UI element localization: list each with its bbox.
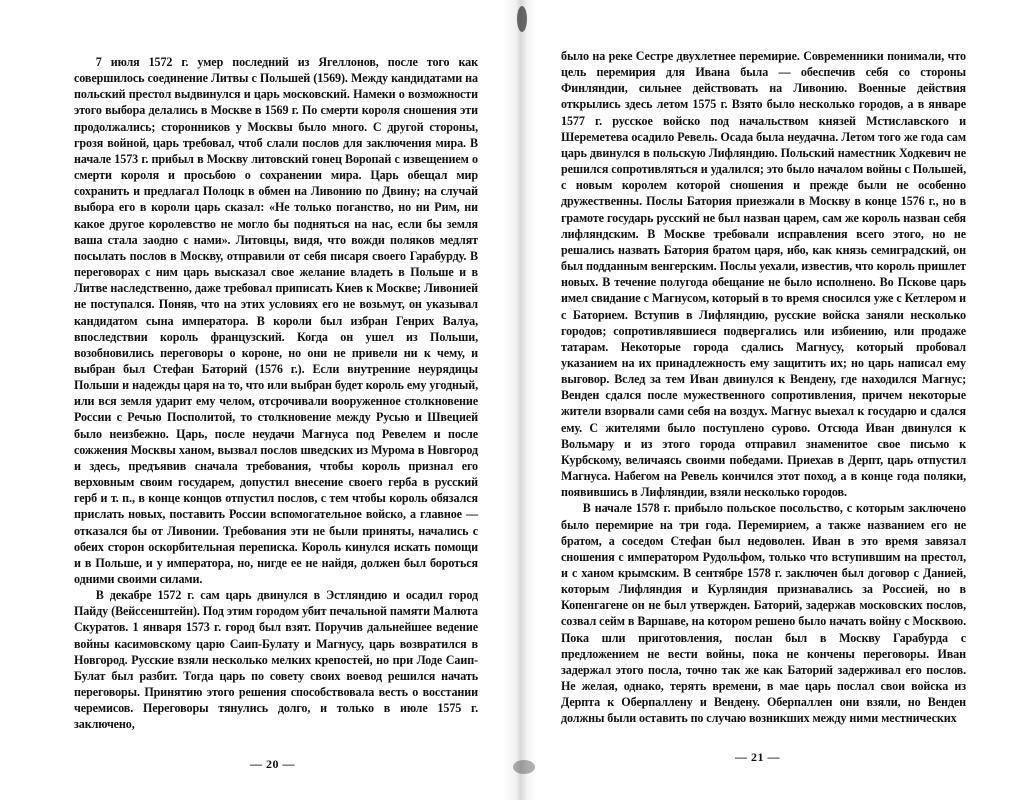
scan-smudge xyxy=(517,6,527,32)
left-page-text xyxy=(74,54,478,733)
left-paragraph-1: 7 июля 1572 г. умер последний из Ягеллонов, после того как совершилось соединение Литвы с Польшей (1569). Между кандидатами на польский престол выдвинулся и царь московский. Намеки о возможности этого выбора делались в Москве в 1569 г. По смерти короля сношения эти продолжались; сторонников у Москвы было много. С другой стороны, грозя войной, царь требовал, чтоб слали послов для заключения мира. В начале 1573 г. прибыл в Москву литовский гонец Воропай с извещением о смерти короля и просьбою о сохранении мира. Царь обещал мир сохранить и предлагал Полоцк в обмен на Ливонию по Двину; на случай выбора его в короли царь сказал: «Не только поганство, но ни Рим, ни какое другое королевство не могло бы подняться на нас, если бы земля ваша стала заодно с нами». Литовцы, видя, что вожди поляков медлят посылать послов в Москву, отправили от себя писаря своего Гарабурду. В переговорах с ним царь высказал свое желание владеть в Польше и в Литве наследственно, даже требовал приписать Киев к Москве; Ливонией не поступался. Поняв, что на этих условиях его не возьмут, он указывал кандидатом сына императора. В короли был избран Генрих Валуа, впоследствии король французский. Когда он ушел из Польши, возобновились переговоры о короне, но они не привели ни к чему, и выбран был Стефан Баторий (1576 г.). Если внутренние неурядицы Польши и надежды царя на то, что или выбран будет король ему угодный, или вся земля ударит ему челом, отсрочивали вооруженное столкновение России с Речью Посполитой, то столкновение между Русью и Швецией было неизбежно. Царь, после неудачи Магнуса под Ревелем и после сожжения Москвы ханом, вызвал послов шведских из Мурома в Новгород и здесь, предъявив сначала требования, чтобы король признал его верховным своим государем, допустил внесение своего герба в русский герб и т. п., в конце концов отпустил послов, с тем чтобы король обязался прислать новых, поставить России вспомогательное войско, а главное — отказался бы от Ливонии. Требования эти не были приняты, начались с обеих сторон оскорбительная переписка. Король кинулся искать помощи и в Польше, и у императора, но, нигде ее не найдя, должен был бороться одними своими силами. xyxy=(74,55,478,586)
left-paragraph-2: В декабре 1572 г. сам царь двинулся в Эстляндию и осадил город Пайду (Вейссенштейн). Под этим городом убит печальной памяти Малюта Скуратов. 1 января 1573 г. город был взят. Поручив дальнейшее ведение войны касимовскому царю Саип-Булату и Магнусу, царь возвратился в Новгород. Русские взяли несколько мелких крепостей, но при Лоде Саип-Булат был разбит. Тогда царь по совету своих воевод решился начать переговоры. Принятию этого решения способствовала весть о восстании черемисов. Переговоры тянулись долго, и только в июле 1575 г. заключено, xyxy=(74,588,478,732)
right-paragraph-2: В начале 1578 г. прибыло польское посольство, с которым заключено было перемирие на три года. Перемирием, а также названием его не братом, а соседом Стефан был недоволен. Иван в это время завязал сношения с императором Рудольфом, только что вступившим на престол, и с ханом крымским. В сентябре 1578 г. заключен был договор с Данией, которым Лифляндия и Курляндия признавались за Россией, но в Копенгагене он не был утвержден. Баторий, задержав московских послов, созвал сейм в Варшаве, на котором решено было начать войну с Москвою. Пока шли приготовления, послан был в Москву Гарабурда с предложением не вести войны, пока не кончены переговоры. Иван задержал этого посла, точно так же как Баторий задерживал его послов. Не желая, однако, терять времени, в мае царь послал свои войска из Дерпта к Оберпаллену и Вендену. Оберпаллен они взяли, но Венден должны были оставить по случаю возникших между ними местнических xyxy=(561,501,966,726)
right-page-number: — 21 — xyxy=(735,750,780,764)
right-page-text xyxy=(561,48,966,727)
right-page xyxy=(509,0,1018,800)
right-paragraph-1: было на реке Сестре двухлетнее перемирие. Современники понимали, что цель перемирия для Ивана была — обеспечив себя со стороны Финляндии, сильнее действовать на Ливонию. Военные действия открылись здесь летом 1575 г. Взято было несколько городов, а в январе 1577 г. русское войско под начальством князей Мстиславского и Шереметева осадило Ревель. Осада была неудачна. Летом того же года сам царь двинулся в польскую Лифляндию. Польский наместник Ходкевич не решился сопротивляться и удалился; это было началом войны с Польшей, с новым королем которой сношения и прежде были не особенно дружественны. Послы Батория приезжали в Москву в конце 1576 г., но в грамоте государь русский не был назван царем, сам же король назван себя лифляндским. В Москве требовали исправления всего этого, но не решались назвать Батория братом царя, ибо, как князь семиградский, он был подданным венгерским. Послы уехали, известив, что король пришлет новых. В течение полугода обещание не было исполнено. Во Пскове царь имел свидание с Магнусом, который в то время сносился уже с Кетлером и с Баторием. Вступив в Лифляндию, русские войска заняли несколько городов; сопротивлявшиеся подвергались или избиению, или продаже татарам. Некоторые города сдались Магнусу, который пробовал указанием на их принадлежность ему защитить их; но царь написал ему выговор. Вслед за тем Иван двинулся к Вендену, где находился Магнус; Венден сдался после мужественного сопротивления, причем некоторые жители взорвали сами себя на воздух. Магнус выехал к государю и сдался ему. С жителями было поступлено сурово. Отсюда Иван двинулся к Вольмару и из этого города отправил знаменитое свое письмо к Курбскому, величаясь своими победами. Приехав в Дерпт, царь отпустил Магнуса. Набегом на Ревель кончился этот поход, а в конце года поляки, появившись в Лифляндии, взяли несколько городов. xyxy=(561,49,966,500)
scan-smudge xyxy=(513,760,535,774)
left-page-number: — 20 — xyxy=(250,757,295,771)
